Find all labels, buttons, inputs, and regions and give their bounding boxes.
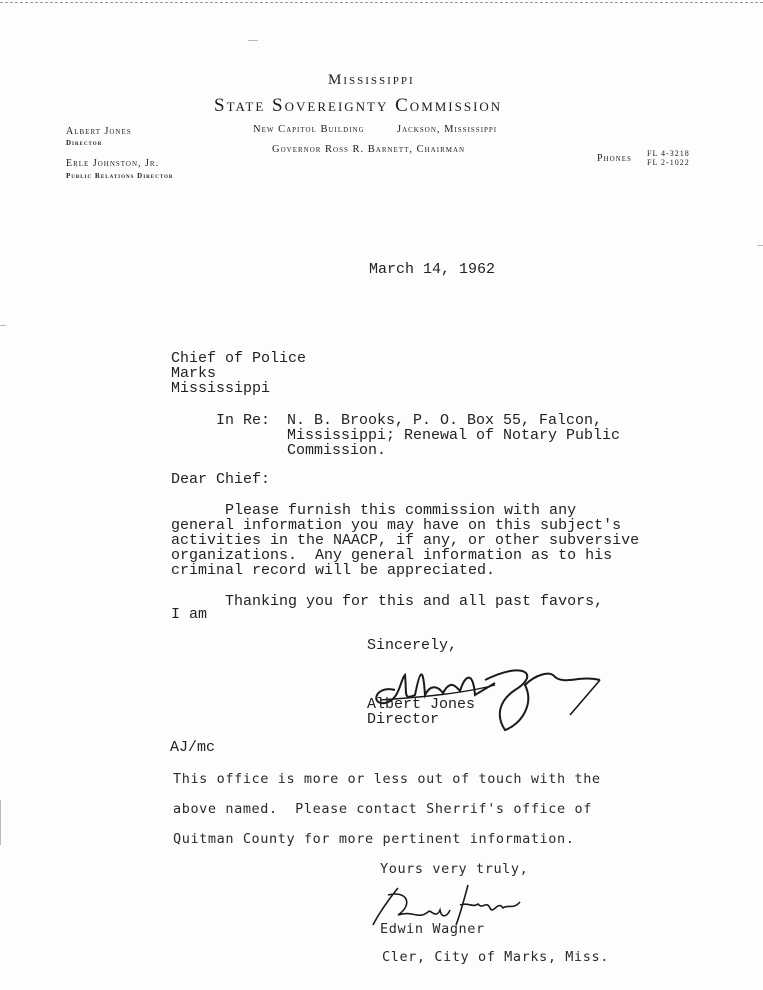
body-line-2: general information you may have on this subject's xyxy=(171,517,622,534)
reply-line-3: Quitman County for more pertinent information. xyxy=(173,831,575,847)
phones-label: Phones xyxy=(597,153,632,164)
staff-name-pr: Erle Johnston, Jr. xyxy=(66,158,160,169)
recipient-line-3: Mississippi xyxy=(171,380,271,397)
reply-line-2: above named. Please contact Sherrif's office of xyxy=(173,801,592,817)
page-top-edge xyxy=(0,2,763,3)
body-line-5: criminal record will be appreciated. xyxy=(171,562,496,579)
letter-date: March 14, 1962 xyxy=(369,261,496,278)
reply-signer-title: Cler, City of Marks, Miss. xyxy=(382,949,609,965)
re-line-2: Mississippi; Renewal of Notary Public xyxy=(287,427,621,444)
re-line-3: Commission. xyxy=(287,442,387,459)
re-label: In Re: xyxy=(216,412,271,429)
letterhead-state: Mississippi xyxy=(328,72,415,88)
staff-title-pr: Public Relations Director xyxy=(66,172,174,180)
initials: AJ/mc xyxy=(170,739,216,756)
reply-closing: Yours very truly, xyxy=(380,861,529,877)
signer-title: Director xyxy=(367,711,440,728)
recipient-line-2: Marks xyxy=(171,365,217,382)
thanks-line: Thanking you for this and all past favors, xyxy=(171,593,604,610)
re-line-1: N. B. Brooks, P. O. Box 55, Falcon, xyxy=(287,412,603,429)
margin-mark xyxy=(0,800,1,845)
body-line-4: organizations. Any general information as to his xyxy=(171,547,613,564)
phone-1: FL 4-3218 xyxy=(647,149,690,158)
body-line-3: activities in the NAACP, if any, or other subversive xyxy=(171,532,640,549)
body-line-1: Please furnish this commission with any xyxy=(171,502,577,519)
letterhead-chairman: Governor Ross R. Barnett, Chairman xyxy=(272,144,466,155)
letterhead-address-right: Jackson, Mississippi xyxy=(397,124,498,135)
margin-mark xyxy=(757,245,763,246)
reply-line-1: This office is more or less out of touch with the xyxy=(173,771,601,787)
letterhead-address-left: New Capitol Building xyxy=(253,124,365,135)
margin-mark xyxy=(248,40,258,41)
salutation: Dear Chief: xyxy=(171,471,271,488)
i-am-line: I am xyxy=(171,606,208,623)
margin-mark xyxy=(0,325,6,326)
signer-name: Albert Jones xyxy=(367,696,476,713)
staff-title-director: Director xyxy=(66,139,103,147)
letterhead-commission: State Sovereignty Commission xyxy=(214,95,503,116)
closing: Sincerely, xyxy=(367,637,458,654)
recipient-line-1: Chief of Police xyxy=(171,350,307,367)
phone-2: FL 2-1022 xyxy=(647,158,690,167)
staff-name-director: Albert Jones xyxy=(66,126,132,137)
reply-signer-name: Edwin Wagner xyxy=(380,921,485,937)
